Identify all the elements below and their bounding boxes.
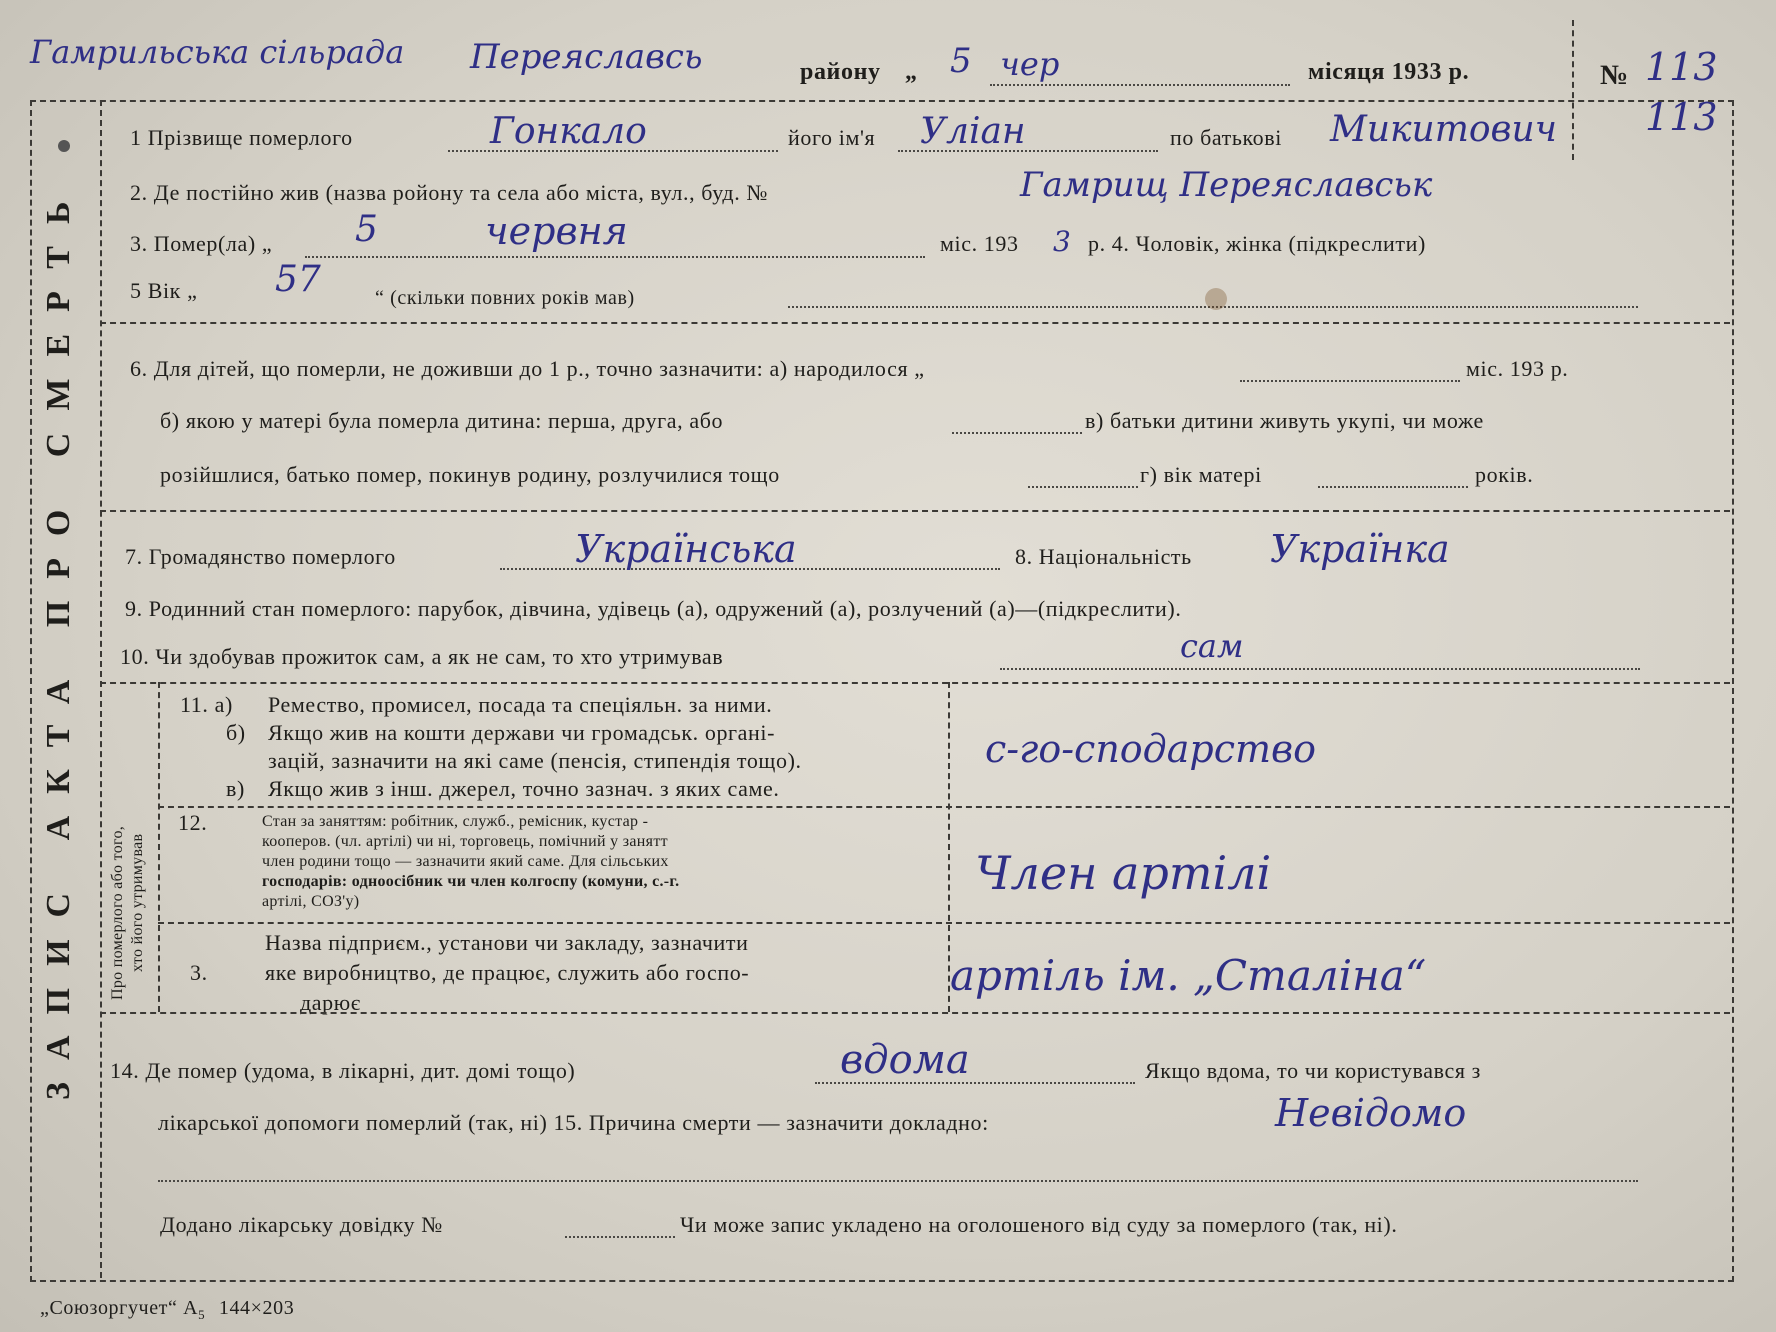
printer-series: 5 — [198, 1307, 206, 1322]
surname-value: Гонкало — [490, 111, 647, 152]
workplace-value: артіль ім. „Сталіна“ — [950, 951, 1427, 1000]
children-line-3b: г) вік матері — [1140, 462, 1262, 487]
died-year-label: міс. 193 — [940, 231, 1019, 256]
occupation-note-1: Про померлого або того, — [109, 825, 126, 1000]
number-label: № — [1600, 60, 1629, 91]
divider-4 — [100, 1012, 1730, 1014]
court-record-label: Чи може запис укладено на оголошеного від суду за померлого (так, ні). — [680, 1212, 1398, 1237]
age-value: 57 — [275, 259, 321, 300]
patronymic-label: по батькові — [1170, 125, 1282, 150]
q11-b: Якщо жив на кошти держави чи громадськ. органі- — [268, 720, 776, 745]
medical-help-label: Якщо вдома, то чи користувався з — [1145, 1058, 1481, 1083]
children-order-dots — [952, 432, 1082, 434]
given-name-value: Уліан — [920, 111, 1026, 152]
nationality-label: 8. Національність — [1015, 544, 1192, 569]
occupation-note-2: хто його утримував — [129, 833, 146, 972]
q12-number: 12. — [178, 810, 208, 835]
q12-line-3: член родини тощо — зазначити який саме. Для сільських — [262, 853, 669, 870]
died-year-value: 3 — [1053, 225, 1071, 258]
children-line-1-end: міс. 193 р. — [1466, 356, 1569, 381]
nationality-value: Українка — [1270, 527, 1450, 571]
q12-line-4: господарів: одноосібник чи член колгоспу (комуни, с.-г. — [262, 873, 680, 890]
occupation-value: с-го-сподарство — [985, 727, 1317, 771]
cause-of-death-label: лікарської допомоги померлий (так, ні) 15. Причина смерти — зазначити докладно: — [158, 1110, 989, 1135]
given-name-label: його ім'я — [788, 125, 876, 150]
age-label: 5 Вік „ — [130, 278, 198, 303]
place-of-death-value: вдома — [840, 1037, 970, 1083]
ink-stain — [1205, 288, 1227, 310]
children-line-2a: б) якою у матері була померла дитина: перша, друга, або — [160, 408, 724, 433]
q11-c-mark: в) — [226, 776, 245, 801]
died-day-value: 5 — [355, 209, 378, 250]
died-month-value: червня — [485, 209, 628, 253]
q12-line-1: Стан за заняттям: робітник, служб., ремісник, кустар - — [262, 813, 649, 830]
mother-age-dots — [1318, 486, 1468, 488]
divider-2 — [100, 510, 1730, 512]
children-line-2b: в) батьки дитини живуть укупі, чи може — [1085, 408, 1484, 433]
employment-status-value: Член артілі — [975, 846, 1272, 900]
patronymic-value: Микитович — [1330, 109, 1558, 150]
printer-name: „Союзоргучет“ А — [40, 1297, 199, 1319]
record-number-handwritten-2: 113 — [1645, 95, 1718, 139]
q13-line-3: дарює — [300, 990, 361, 1015]
livelihood-value: сам — [1180, 627, 1244, 665]
children-birth-dots — [1240, 380, 1460, 382]
day-quote-open: „ — [905, 59, 918, 85]
month-year-label: місяця 1933 р. — [1308, 59, 1470, 85]
q13-line-2: яке виробництво, де працює, служить або госпо- — [265, 960, 750, 985]
council-handwritten: Гамрильська сільрада — [30, 33, 405, 71]
children-line-1: 6. Для дітей, що померли, не доживши до 1 р., точно зазначити: а) народилося „ — [130, 356, 925, 381]
livelihood-label: 10. Чи здобував прожиток сам, а як не сам, то хто утримував — [120, 644, 724, 669]
children-line-3a: розійшлися, батько помер, покинув родину, розлучилися тощо — [160, 462, 780, 487]
header-month-dots — [990, 84, 1290, 86]
cause-dots — [158, 1180, 1638, 1182]
day-handwritten: 5 — [950, 41, 972, 81]
vertical-form-title: ЗАПИС АКТА ПРО СМЕРТЬ — [40, 179, 77, 1100]
q13-divider — [158, 922, 1730, 924]
children-parents-dots — [1028, 486, 1138, 488]
side-strip-divider — [100, 100, 102, 1278]
q13-number: 3. — [190, 960, 208, 985]
q11-b2: зацій, зазначити на які саме (пенсія, стипендія тощо). — [268, 748, 802, 773]
district-label: району — [800, 59, 881, 85]
medical-certificate-label: Додано лікарську довідку № — [160, 1212, 443, 1237]
q11-c: Якщо жив з інш. джерел, точно зазнач. з яких саме. — [268, 776, 780, 801]
q11-number: 11. а) — [180, 692, 233, 717]
cause-of-death-value: Невідомо — [1275, 1091, 1467, 1135]
q11-b-mark: б) — [226, 720, 246, 745]
punch-hole — [58, 140, 70, 152]
paper-size: 144×203 — [218, 1297, 295, 1319]
citizenship-label: 7. Громадянство померлого — [125, 544, 396, 569]
record-number-handwritten: 113 — [1645, 45, 1718, 89]
q12-line-2: кооперов. (чл. артілі) чи ні, торговець, помічний у занятт — [262, 833, 668, 850]
residence-label: 2. Де постійно жив (назва ройону та села або міста, вул., буд. № — [130, 180, 769, 205]
place-of-death-label: 14. Де помер (удома, в лікарні, дит. домі тощо) — [110, 1058, 576, 1083]
q12-divider — [158, 806, 1730, 808]
died-label: 3. Помер(ла) „ — [130, 231, 273, 256]
surname-label: 1 Прізвище померлого — [130, 125, 353, 150]
month-handwritten: чер — [1000, 45, 1060, 83]
divider-3 — [100, 682, 1730, 684]
printer-imprint — [40, 1298, 294, 1321]
citizenship-value: Українська — [575, 527, 797, 571]
died-dots — [305, 256, 925, 258]
residence-value: Гамрищ Переяславськ — [1020, 165, 1433, 205]
sex-label: р. 4. Чоловік, жінка (підкреслити) — [1088, 231, 1426, 256]
district-handwritten: Переяславсь — [470, 37, 703, 77]
livelihood-dots — [1000, 668, 1640, 670]
marital-status-label: 9. Родинний стан померлого: парубок, дівчина, удівець (а), одружений (а), розлучений (а)—(підкреслити). — [125, 596, 1182, 621]
occupation-side-divider — [158, 682, 160, 1012]
children-line-3c: років. — [1475, 462, 1534, 487]
q12-line-5: артілі, СОЗ'у) — [262, 893, 360, 910]
age-suffix: “ (скільки повних років мав) — [375, 287, 635, 309]
q13-line-1: Назва підприєм., установи чи закладу, зазначити — [265, 930, 749, 955]
divider-1 — [100, 322, 1730, 324]
certificate-dots — [565, 1236, 675, 1238]
q11-a: Ремество, промисел, посада та спеціяльн. за ними. — [268, 692, 773, 717]
